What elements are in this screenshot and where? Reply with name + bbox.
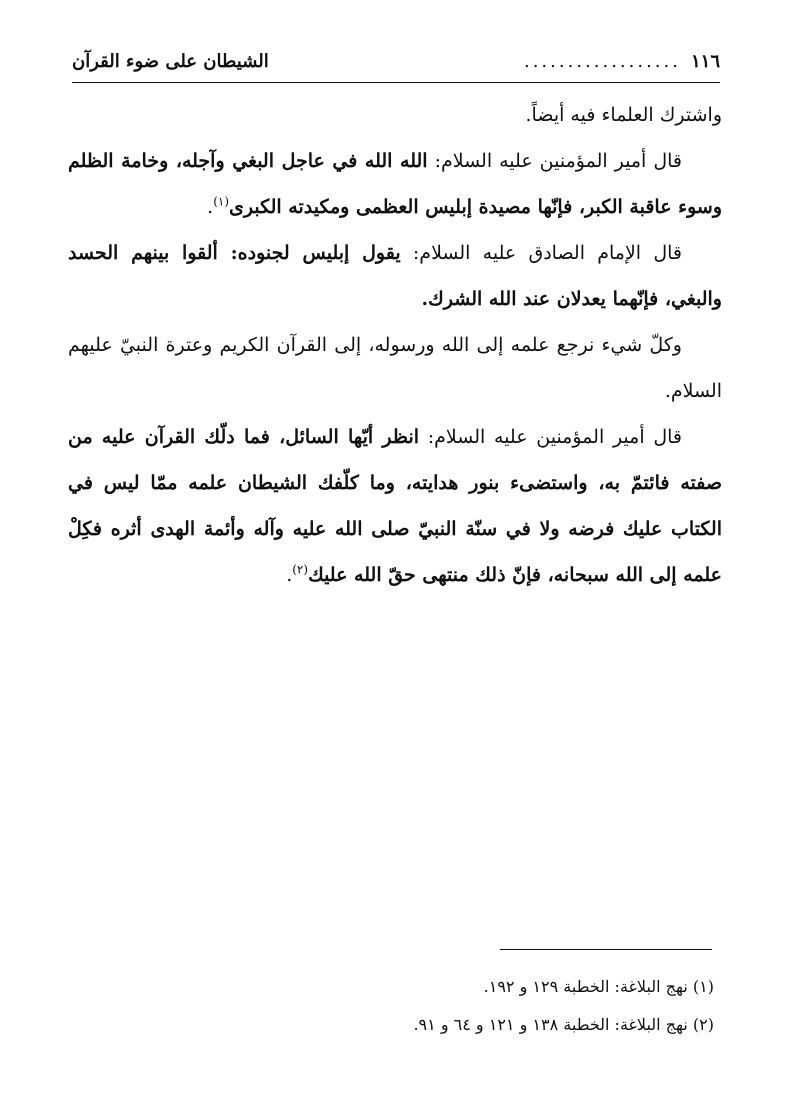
footnote-2: (٢) نهج البلاغة: الخطبة ١٣٨ و ١٢١ و ٦٤ و ٩١.: [413, 1015, 714, 1034]
footnotes: [68, 968, 714, 1044]
quote-text: الله الله في عاجل البغي وآجله، وخامة الظلم وسوء عاقبة الكبر، فإنّها مصيدة إبليس العظمى ومكيدته الكبرى: [68, 150, 722, 218]
quote-text: يقول إبليس لجنوده: ألقوا بينهم الحسد والبغي، فإنّهما يعدلان عند الله الشرك.: [68, 242, 722, 310]
footnote-divider: [500, 949, 712, 950]
paragraph-3: [68, 230, 722, 322]
paragraph-1: واشترك العلماء فيه أيضاً.: [525, 104, 722, 126]
quote-intro: قال أمير المؤمنين عليه السلام:: [419, 426, 682, 448]
footnote-1: (١) نهج البلاغة: الخطبة ١٢٩ و ١٩٢.: [483, 977, 714, 996]
running-title: الشيطان على ضوء القرآن: [72, 50, 269, 72]
footnote-ref-2[interactable]: (٢): [292, 562, 309, 577]
paragraph-5: قال أمير المؤمنين عليه السلام: انظر أيّها السائل، فما دلّك القرآن عليه من صفته فائتمّ به، واستضىء بنور هدايته، وما كلّفك الشيطان علمه ممّا ليس في الكتاب عليك فرضه ولا في سنّة النبيّ صلى الله عليه وآله وأئمة الهدى أثره فكِلْ علمه إلى الله سبحانه، فإنّ ذلك منتهى حقّ الله عليك$^{(٢)}$.: [68, 426, 722, 586]
quote-text: انظر أيّها السائل، فما دلّك القرآن عليه من صفته فائتمّ به، واستضىء بنور هدايته، وما كلّفك الشيطان علمه ممّا ليس في الكتاب عليك فرضه ولا في سنّة النبيّ صلى الله عليه وآله وأئمة الهدى أثره فكِلْ علمه إلى الله سبحانه، فإنّ ذلك منتهى حقّ الله عليك: [68, 426, 722, 586]
quote-intro: قال الإمام الصادق عليه السلام:: [400, 242, 683, 264]
paragraph-4: وكلّ شيء نرجع علمه إلى الله ورسوله، إلى القرآن الكريم وعترة النبيّ عليهم السلام.: [68, 334, 722, 402]
page-number: ١١٦: [690, 50, 720, 72]
quote-intro: قال أمير المؤمنين عليه السلام:: [427, 150, 682, 172]
page-header: [72, 44, 720, 83]
paragraph-2: قال أمير المؤمنين عليه السلام: الله الله في عاجل البغي وآجله، وخامة الظلم وسوء عاقبة الكبر، فإنّها مصيدة إبليس العظمى ومكيدته الكبرى$^{(١)}$.: [68, 150, 722, 218]
header-leader-dots: ..................: [523, 50, 681, 72]
footnote-ref-1[interactable]: (١): [213, 194, 230, 209]
main-text: [68, 92, 722, 598]
